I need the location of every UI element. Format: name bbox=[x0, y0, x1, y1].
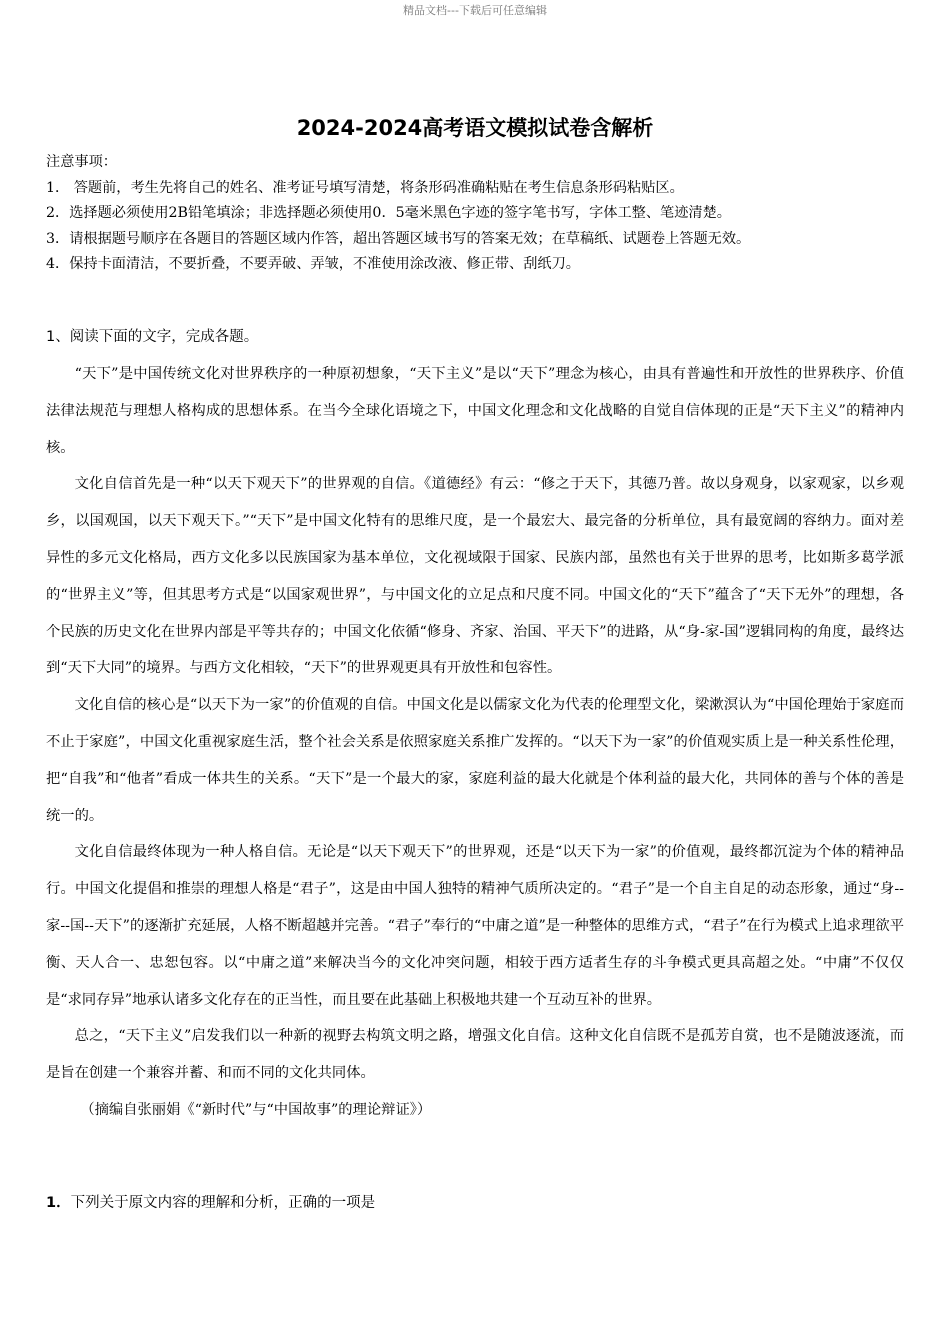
notes-item-4: 4．保持卡面清洁，不要折叠，不要弄破、弄皱，不准使用涂改液、修正带、刮纸刀。 bbox=[46, 256, 580, 272]
question-intro: 1、阅读下面的文字，完成各题。 bbox=[46, 329, 259, 345]
question-1-number: 1． bbox=[46, 1195, 71, 1211]
notes-item-3: 3．请根据题号顺序在各题目的答题区域内作答，超出答题区域书写的答案无效；在草稿纸、试题卷上答题无效。 bbox=[46, 230, 751, 247]
passage-paragraph-3: 文化自信的核心是“以天下为一家”的价值观的自信。中国文化是以儒家文化为代表的伦理型文化，梁漱溟认为“中国伦理始于家庭而不止于家庭”，中国文化重视家庭生活，整个社会关系是依照家庭关系推广发挥的。“以天下为一家”的价值观实质上是一种关系性伦理，把“自我”和“他者”看成一体共生的关系。“天下”是一个最大的家，家庭利益的最大化就是个体利益的最大化，共同体的善与个体的善是统一的。 bbox=[46, 697, 904, 824]
notes-item-2: 2．选择题必须使用2B铅笔填涂；非选择题必须使用0．5毫米黑色字迹的签字笔书写，字体工整、笔迹清楚。 bbox=[46, 205, 731, 221]
header-note: 精品文档---下载后可任意编辑 bbox=[403, 4, 547, 17]
notes-item-1: 1． 答题前，考生先将自己的姓名、准考证号填写清楚，将条形码准确粘贴在考生信息条形码粘贴区。 bbox=[46, 179, 684, 196]
notes-section bbox=[46, 150, 916, 278]
reading-passage bbox=[46, 356, 904, 1129]
question-1-text: 下列关于原文内容的理解和分析，正确的一项是 bbox=[70, 1195, 376, 1211]
passage-source: （摘编自张丽娟《“新时代”与“中国故事”的理论辩证》） bbox=[80, 1101, 432, 1118]
passage-paragraph-1: “天下”是中国传统文化对世界秩序的一种原初想象，“天下主义”是以“天下”理念为核心，由具有普遍性和开放性的世界秩序、价值法律法规范与理想人格构成的思想体系。在当今全球化语境之下，中国文化理念和文化战略的自觉自信体现的正是“天下主义”的精神内核。 bbox=[46, 366, 904, 456]
passage-paragraph-4: 文化自信最终体现为一种人格自信。无论是“以天下观天下”的世界观，还是“以天下为一家”的价值观，最终都沉淀为个体的精神品行。中国文化提倡和推崇的理想人格是“君子”，这是由中国人独特的精神气质所决定的。“君子”是一个自主自足的动态形象，通过“身--家--国--天下”的逐渐扩充延展，人格不断超越并完善。“君子”奉行的“中庸之道”是一种整体的思维方式，“君子”在行为模式上追求理欲平衡、天人合一、忠恕包容。以“中庸之道”来解决当今的文化冲突问题，相较于西方适者生存的斗争模式更具高超之处。“中庸”不仅仅是“求同存异”地承认诸多文化存在的正当性，而且要在此基础上积极地共建一个互动互补的世界。 bbox=[46, 844, 904, 1008]
passage-paragraph-5: 总之，“天下主义”启发我们以一种新的视野去构筑文明之路，增强文化自信。这种文化自信既不是孤芳自赏，也不是随波逐流，而是旨在创建一个兼容并蓄、和而不同的文化共同体。 bbox=[46, 1028, 904, 1082]
passage-paragraph-2: 文化自信首先是一种“以天下观天下”的世界观的自信。《道德经》有云：“修之于天下，其德乃普。故以身观身，以家观家，以乡观乡，以国观国，以天下观天下。”“天下”是中国文化特有的思维尺度，是一个最宏大、最完备的分析单位，具有最宽阔的容纳力。面对差异性的多元文化格局，西方文化多以民族国家为基本单位，文化视域限于国家、民族内部，虽然也有关于世界的思考，比如斯多葛学派的“世界主义”等，但其思考方式是“以国家观世界”，与中国文化的立足点和尺度不同。中国文化的“天下”蕴含了“天下无外”的理想，各个民族的历史文化在世界内部是平等共存的；中国文化依循“修身、齐家、治国、平天下”的进路，从“身-家-国”逻辑同构的角度，最终达到“天下大同”的境界。与西方文化相较，“天下”的世界观更具有开放性和包容性。 bbox=[46, 476, 904, 677]
notes-heading: 注意事项： bbox=[46, 154, 117, 170]
question-1 bbox=[46, 1191, 375, 1212]
page-title: 2024-2024高考语文模拟试卷含解析 bbox=[296, 116, 654, 140]
